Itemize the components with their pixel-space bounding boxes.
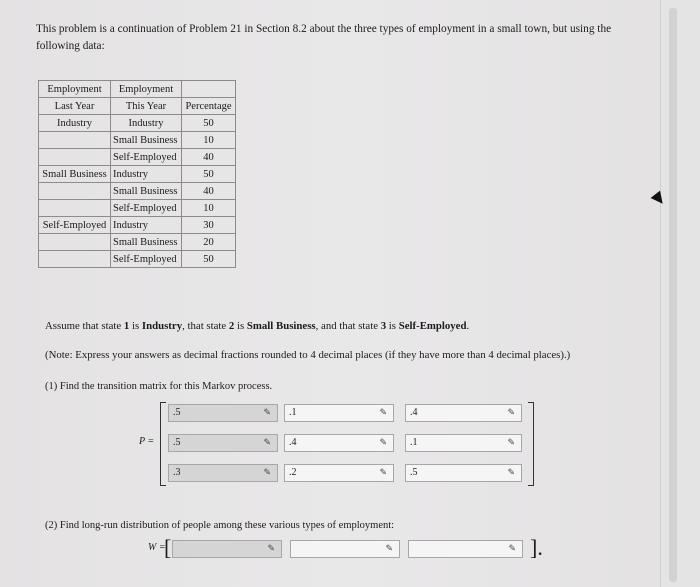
matrix-input-r2-c3[interactable] <box>405 434 522 452</box>
table-cell <box>39 200 111 217</box>
matrix-p-label: P = <box>139 436 155 447</box>
table-row <box>39 200 236 217</box>
table-cell: Small Business <box>111 183 182 200</box>
matrix-input-r1-c3[interactable] <box>405 404 522 422</box>
matrix-input-value: .1 <box>410 437 418 448</box>
table-cell: 10 <box>182 132 236 149</box>
rounding-note: (Note: Express your answers as decimal fractions rounded to 4 decimal places (if they have more than 4 decimal places).) <box>45 349 571 361</box>
table-cell: Small Business <box>111 132 182 149</box>
table-cell: Last Year <box>39 98 111 115</box>
table-cell: Industry <box>111 115 182 132</box>
table-row <box>39 166 236 183</box>
table-header-row <box>39 81 236 98</box>
right-panel-edge <box>660 0 700 587</box>
matrix-bracket-right <box>528 402 534 486</box>
table-cell <box>39 183 111 200</box>
pencil-icon: ✎ <box>379 467 387 477</box>
table-cell: Percentage <box>182 98 236 115</box>
table-cell: Employment <box>111 81 182 98</box>
vector-bracket-left: [ <box>164 535 172 560</box>
pencil-icon: ✎ <box>379 437 387 447</box>
table-cell <box>39 251 111 268</box>
table-cell: Small Business <box>39 166 111 183</box>
matrix-input-r1-c2[interactable] <box>284 404 394 422</box>
problem-intro: This problem is a continuation of Problem 21 in Section 8.2 about the three types of employment in a small town, but using the following data: <box>36 23 612 52</box>
table-cell: 40 <box>182 183 236 200</box>
table-cell: Self-Employed <box>111 149 182 166</box>
table-cell: Employment <box>39 81 111 98</box>
pencil-icon: ✎ <box>263 467 271 477</box>
table-row <box>39 217 236 234</box>
pencil-icon: ✎ <box>507 437 515 447</box>
table-cell: 10 <box>182 200 236 217</box>
table-row <box>39 149 236 166</box>
matrix-input-value: .5 <box>173 437 181 448</box>
pencil-icon: ✎ <box>267 543 275 553</box>
pencil-icon: ✎ <box>507 407 515 417</box>
table-cell: Industry <box>111 166 182 183</box>
table-row <box>39 234 236 251</box>
table-cell <box>39 132 111 149</box>
w-input-1[interactable] <box>172 540 282 558</box>
table-cell: Self-Employed <box>39 217 111 234</box>
matrix-input-value: .4 <box>289 437 297 448</box>
matrix-bracket-left <box>160 402 166 486</box>
pencil-icon: ✎ <box>507 467 515 477</box>
matrix-input-value: .1 <box>289 407 297 418</box>
matrix-input-r3-c1[interactable] <box>168 464 278 482</box>
table-row <box>39 115 236 132</box>
employment-data-table <box>38 80 236 268</box>
scrollbar[interactable] <box>669 8 677 582</box>
pencil-icon: ✎ <box>508 543 516 553</box>
question-2: (2) Find long-run distribution of people among these various types of employment: <box>45 520 395 531</box>
matrix-input-r3-c3[interactable] <box>405 464 522 482</box>
table-header-row <box>39 98 236 115</box>
table-cell: Small Business <box>111 234 182 251</box>
matrix-input-value: .4 <box>410 407 418 418</box>
matrix-input-r3-c2[interactable] <box>284 464 394 482</box>
matrix-input-value: .5 <box>410 467 418 478</box>
table-cell: 40 <box>182 149 236 166</box>
vector-w-label: W = <box>148 542 166 553</box>
table-row <box>39 183 236 200</box>
table-cell: This Year <box>111 98 182 115</box>
table-cell: 30 <box>182 217 236 234</box>
matrix-input-value: .2 <box>289 467 297 478</box>
pencil-icon: ✎ <box>379 407 387 417</box>
question-1: (1) Find the transition matrix for this Markov process. <box>45 381 273 392</box>
pencil-icon: ✎ <box>385 543 393 553</box>
table-cell: 20 <box>182 234 236 251</box>
table-cell: Self-Employed <box>111 251 182 268</box>
table-cell: Industry <box>39 115 111 132</box>
w-input-3[interactable] <box>408 540 523 558</box>
matrix-input-value: .3 <box>173 467 181 478</box>
table-row <box>39 251 236 268</box>
matrix-input-r2-c1[interactable] <box>168 434 278 452</box>
w-input-2[interactable] <box>290 540 400 558</box>
table-cell: Self-Employed <box>111 200 182 217</box>
table-cell <box>182 81 236 98</box>
pencil-icon: ✎ <box>263 437 271 447</box>
table-cell <box>39 149 111 166</box>
table-cell: 50 <box>182 115 236 132</box>
table-cell <box>39 234 111 251</box>
table-cell: 50 <box>182 166 236 183</box>
matrix-input-r2-c2[interactable] <box>284 434 394 452</box>
pencil-icon: ✎ <box>263 407 271 417</box>
matrix-input-value: .5 <box>173 407 181 418</box>
table-cell: Industry <box>111 217 182 234</box>
table-cell: 50 <box>182 251 236 268</box>
state-assumption: Assume that state 1 is Industry, that state 2 is Small Business, and that state 3 is Self-Employed. <box>45 320 470 332</box>
matrix-input-r1-c1[interactable] <box>168 404 278 422</box>
table-row <box>39 132 236 149</box>
vector-bracket-right: ]. <box>530 535 543 560</box>
